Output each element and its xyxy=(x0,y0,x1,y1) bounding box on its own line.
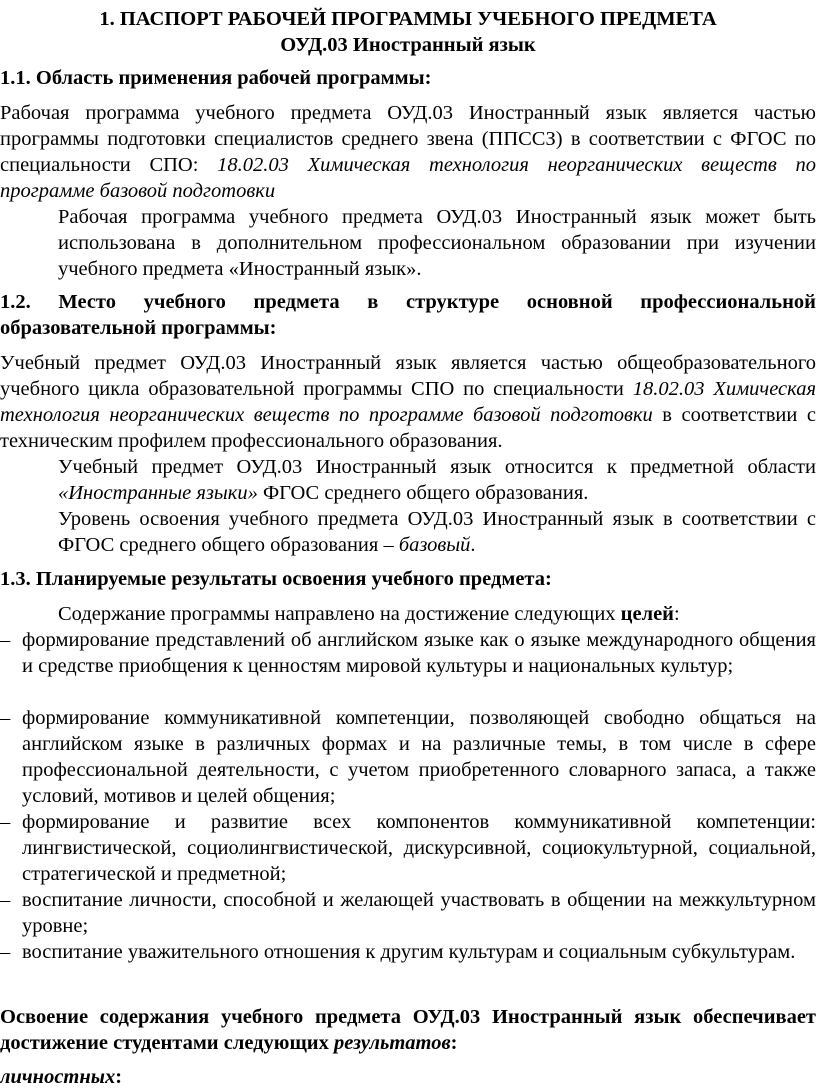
outcomes-paragraph xyxy=(0,1004,816,1056)
list-item xyxy=(0,809,816,887)
text: Уровень освоения учебного предмета ОУД.03 Иностранный язык в соответствии с ФГОС среднего общего образования – xyxy=(58,508,816,556)
results-italic: результатов xyxy=(333,1032,451,1054)
page-title xyxy=(0,6,816,58)
section-1-3-heading: 1.3. Планируемые результаты освоения учебного предмета: xyxy=(0,568,552,590)
goals-bold: целей xyxy=(620,603,674,625)
list-item-text: воспитание личности, способной и желающей участвовать в общении на межкультурном уровне; xyxy=(22,889,816,937)
list-item xyxy=(0,887,816,939)
section-1-1-paragraph-1 xyxy=(0,100,816,204)
section-1-2-paragraph-1 xyxy=(0,350,816,454)
list-item xyxy=(0,705,816,809)
list-item-text: воспитание уважительного отношения к другим культурам и социальным субкультурам. xyxy=(22,941,796,963)
list-item-text: формирование представлений об английском языке как о языке международного общения и средстве приобщения к ценностям мировой культуры и национальных культур; xyxy=(22,629,816,677)
section-1-1-heading: 1.1. Область применения рабочей программы: xyxy=(0,67,432,89)
list-item-text: формирование коммуникативной компетенции, позволяющей свободно общаться на английском языке в различных формах и на различные темы, в том числе в сфере профессиональной деятельности, с учетом приобретенного словарного запаса, а также условий, мотивов и целей общения; xyxy=(22,707,816,807)
personal-italic: личностных xyxy=(0,1066,116,1088)
list-item xyxy=(0,627,816,679)
text: Учебный предмет ОУД.03 Иностранный язык является частью общеобразовательного учебного цикла образовательной программы СПО по специальности xyxy=(0,352,816,400)
dash-marker: – xyxy=(0,889,11,911)
list-item-text: формирование и развитие всех компонентов коммуникативной компетенции: лингвистической, социолингвистической, дискурсивной, социокультурной, социальной, стратегической и предметной; xyxy=(22,811,816,885)
text: Содержание программы направлено на достижение следующих xyxy=(58,603,621,625)
specialty-italic: 18.02.03 Химическая технология неорганических веществ по программе базовой подготовки xyxy=(0,378,816,426)
text: : xyxy=(115,1066,123,1088)
dash-marker: – xyxy=(0,707,11,729)
section-1-2-paragraph-2 xyxy=(0,454,816,506)
text: Освоение содержания учебного предмета ОУД.03 Иностранный язык обеспечивает достижение студентами следующих xyxy=(0,1006,816,1054)
title-line-1: 1. ПАСПОРТ РАБОЧЕЙ ПРОГРАММЫ УЧЕБНОГО ПРЕДМЕТА xyxy=(99,8,717,30)
text: . xyxy=(470,534,476,556)
section-1-2-paragraph-3 xyxy=(0,506,816,558)
subject-area-italic: «Иностранные языки» xyxy=(58,482,258,504)
text: ФГОС среднего общего образования. xyxy=(257,482,589,504)
goals-intro xyxy=(0,601,816,627)
specialty-italic: 18.02.03 Химическая технология неорганических веществ по программе базовой подготовки xyxy=(0,154,816,202)
title-line-2: ОУД.03 Иностранный язык xyxy=(280,34,536,56)
section-1-1-paragraph-2: Рабочая программа учебного предмета ОУД.03 Иностранный язык может быть использована в дополнительном профессиональном образовании при изучении учебного предмета «Иностранный язык». xyxy=(58,206,816,280)
level-italic: базовый xyxy=(398,534,471,556)
dash-marker: – xyxy=(0,941,11,963)
text: : xyxy=(674,603,680,625)
text: Учебный предмет ОУД.03 Иностранный язык относится к предметной области xyxy=(58,456,816,478)
section-1-2-heading: 1.2. Место учебного предмета в структуре основной профессиональной образовательной программы: xyxy=(0,291,816,339)
dash-marker: – xyxy=(0,629,11,651)
text: в соответствии с техническим профилем профессионального образования. xyxy=(0,404,816,452)
dash-marker: – xyxy=(0,811,11,833)
text: : xyxy=(450,1032,458,1054)
text: Рабочая программа учебного предмета ОУД.03 Иностранный язык является частью программы подготовки специалистов среднего звена (ППССЗ) в соответствии с ФГОС по специальности СПО: xyxy=(0,102,816,176)
list-item xyxy=(0,939,816,965)
personal-results-label xyxy=(0,1064,816,1090)
